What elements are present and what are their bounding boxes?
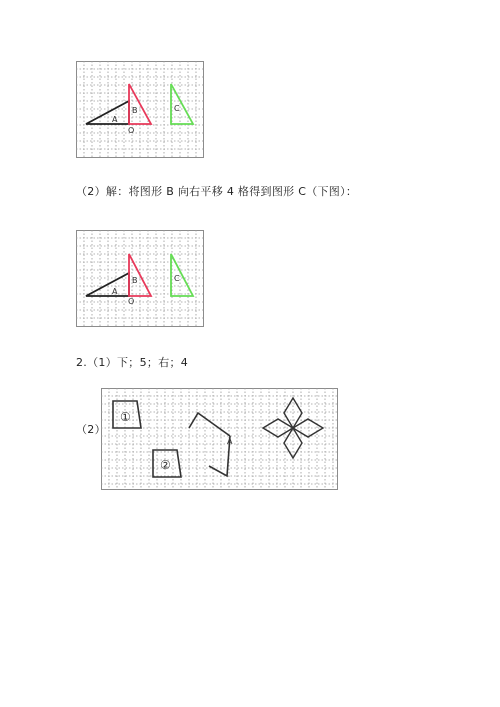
triangle-a — [86, 101, 129, 124]
triangle-a — [86, 273, 129, 296]
q2-text: 2.（1）下；5；右；4 — [76, 356, 189, 369]
label-c: C — [174, 104, 180, 113]
label-1: ① — [120, 410, 131, 424]
label-a: A — [112, 287, 118, 296]
rotated-shape-top — [189, 413, 230, 436]
label-a: A — [227, 437, 233, 446]
step2-text: （2）解：将图形 B 向右平移 4 格得到图形 C（下图）： — [76, 185, 358, 198]
translation-figure-2 — [76, 230, 204, 327]
label-2: ② — [160, 458, 171, 472]
label-o: O — [128, 297, 135, 306]
q2-part2-label: （2） — [76, 423, 106, 436]
label-o: O — [128, 126, 135, 135]
translation-figure-1 — [76, 61, 204, 158]
transform-figure-3 — [101, 388, 338, 490]
label-b: B — [132, 106, 138, 115]
label-a: A — [112, 115, 118, 124]
label-c: C — [174, 274, 180, 283]
label-b: B — [132, 276, 138, 285]
